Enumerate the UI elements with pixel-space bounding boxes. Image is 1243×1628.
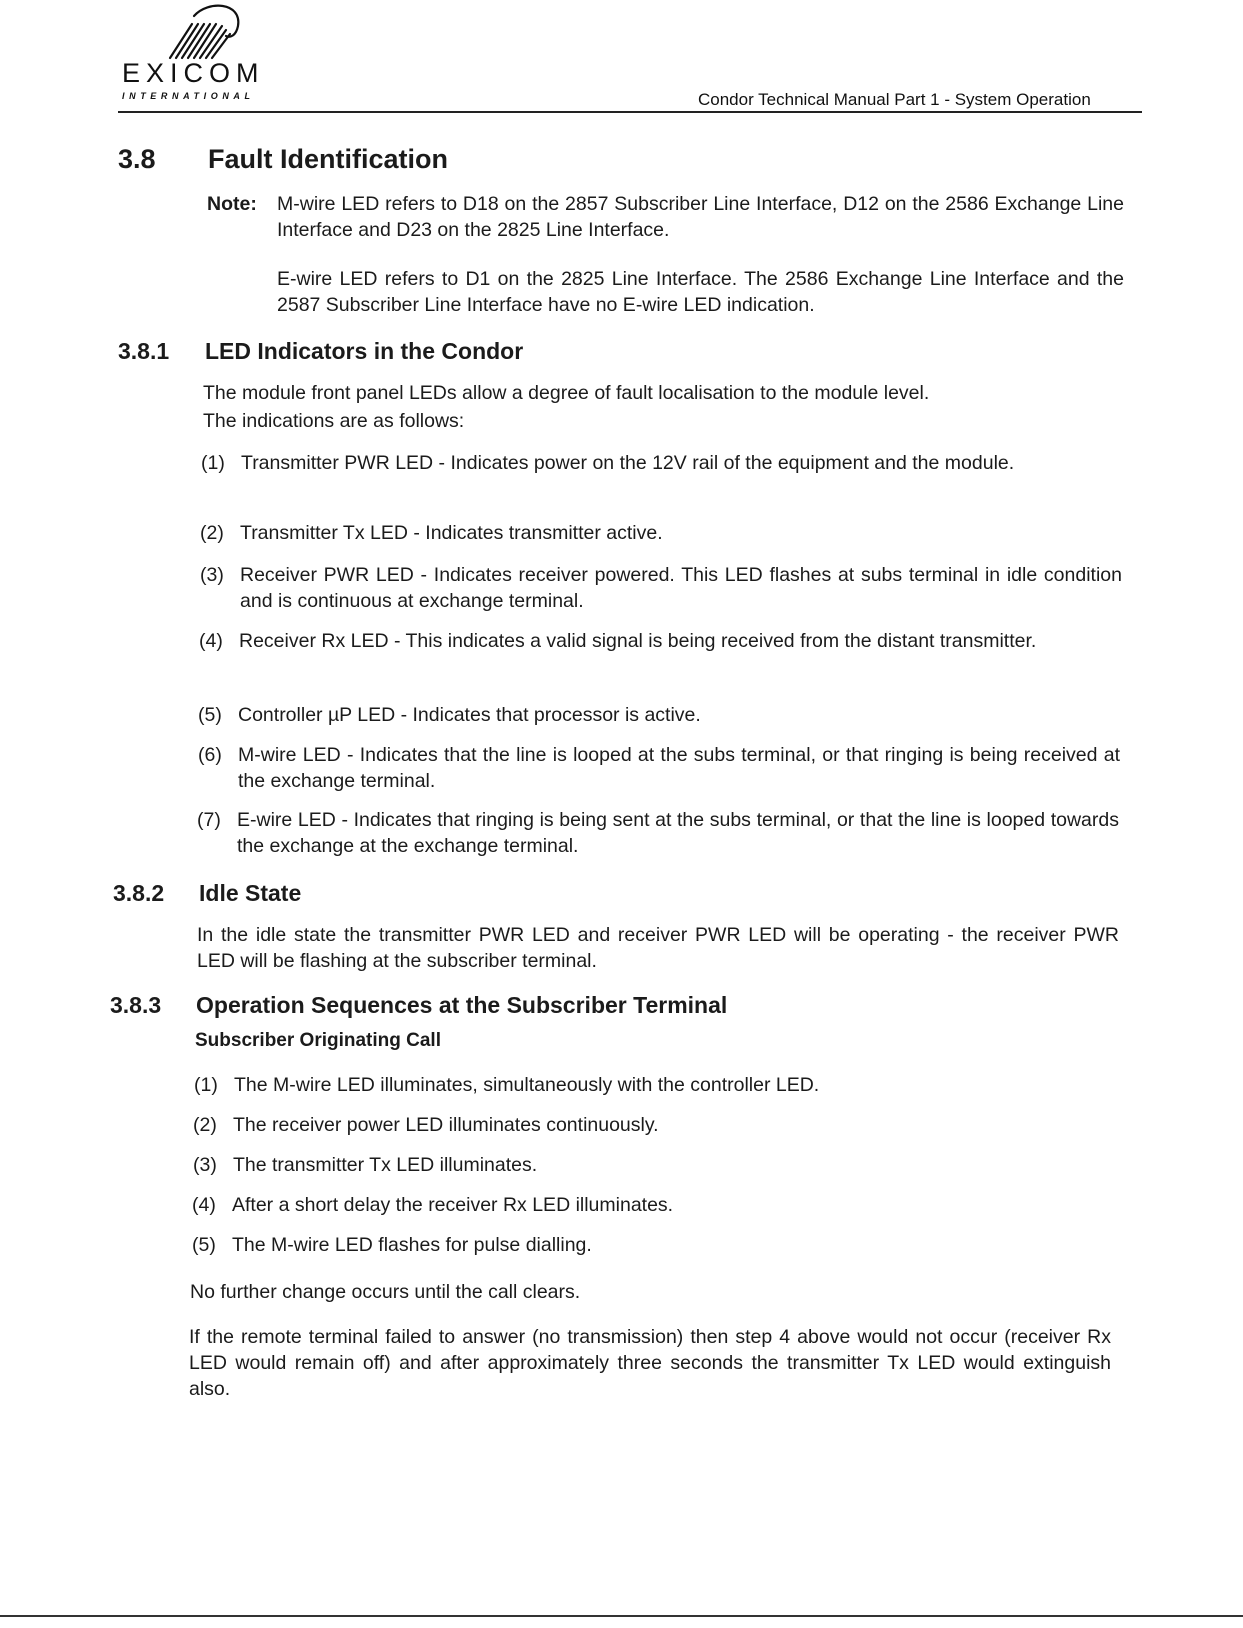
list-number: (3) — [200, 564, 224, 586]
intro-text: The indications are as follows: — [203, 410, 465, 432]
footer-divider — [0, 1615, 1243, 1617]
list-text: The M-wire LED illuminates, simultaneously with the controller LED. — [234, 1074, 820, 1096]
subsection-subtitle: Subscriber Originating Call — [195, 1030, 441, 1051]
list-text: E-wire LED - Indicates that ringing is being sent at the subs terminal, or that the line is looped towards the exchange at the exchange terminal. — [237, 809, 1119, 857]
list-text: The receiver power LED illuminates continuously. — [233, 1114, 659, 1136]
section-title: Fault Identification — [208, 144, 448, 174]
closing-paragraph: If the remote terminal failed to answer (no transmission) then step 4 above would not occur (receiver Rx LED would remain off) and after approximately three seconds the transmitter Tx LED would extinguish also. — [189, 1326, 1111, 1400]
subsection-number: 3.8.3 — [110, 992, 162, 1018]
brand-name: EXICOM — [122, 58, 265, 88]
list-text: Receiver Rx LED - This indicates a valid signal is being received from the distant transmitter. — [239, 630, 1037, 652]
manual-title: Condor Technical Manual Part 1 - System Operation — [698, 90, 1091, 109]
list-text: M-wire LED - Indicates that the line is looped at the subs terminal, or that ringing is being received at the exchange terminal. — [238, 744, 1120, 792]
header-divider — [118, 111, 1142, 113]
subsection-title: Idle State — [199, 880, 302, 906]
list-item — [193, 1112, 1113, 1138]
idle-state-text: In the idle state the transmitter PWR LED and receiver PWR LED will be operating - the receiver PWR LED will be flashing at the subscriber terminal. — [197, 924, 1119, 972]
subsection-title: Operation Sequences at the Subscriber Terminal — [196, 992, 728, 1018]
list-text: Transmitter Tx LED - Indicates transmitter active. — [240, 522, 663, 544]
brand-subtitle: INTERNATIONAL — [122, 91, 255, 101]
list-number: (1) — [194, 1074, 218, 1096]
list-item — [192, 1192, 1112, 1218]
subsection-number: 3.8.1 — [118, 338, 170, 364]
subsection-number: 3.8.2 — [113, 880, 165, 906]
intro-text: The module front panel LEDs allow a degree of fault localisation to the module level. — [203, 382, 930, 404]
list-text: Transmitter PWR LED - Indicates power on the 12V rail of the equipment and the module. — [241, 452, 1015, 474]
list-text: The M-wire LED flashes for pulse dialling. — [232, 1234, 592, 1256]
list-item — [198, 702, 1120, 728]
list-number: (4) — [192, 1194, 216, 1216]
list-item — [197, 807, 1119, 859]
list-number: (3) — [193, 1154, 217, 1176]
note-paragraph-1: M-wire LED refers to D18 on the 2857 Subscriber Line Interface, D12 on the 2586 Exchange Line Interface and D23 on the 2825 Line Interface. — [277, 193, 1124, 241]
list-item — [199, 628, 1121, 654]
list-item — [193, 1152, 1113, 1178]
note-label: Note: — [207, 193, 257, 215]
list-number: (1) — [201, 452, 225, 474]
list-number: (2) — [200, 522, 224, 544]
list-number: (5) — [198, 704, 222, 726]
list-item — [201, 450, 1122, 476]
note-paragraph-2: E-wire LED refers to D1 on the 2825 Line Interface. The 2586 Exchange Line Interface and the 2587 Subscriber Line Interface have no E-wire LED indication. — [277, 268, 1124, 316]
list-item — [192, 1232, 1112, 1258]
list-number: (6) — [198, 744, 222, 766]
closing-text: No further change occurs until the call clears. — [190, 1281, 581, 1303]
list-number: (2) — [193, 1114, 217, 1136]
list-text: Receiver PWR LED - Indicates receiver powered. This LED flashes at subs terminal in idle condition and is continuous at exchange terminal. — [240, 564, 1122, 612]
list-number: (5) — [192, 1234, 216, 1256]
list-text: After a short delay the receiver Rx LED illuminates. — [232, 1194, 674, 1216]
list-item — [194, 1072, 1114, 1098]
list-text: Controller µP LED - Indicates that processor is active. — [238, 704, 701, 726]
list-item — [198, 742, 1120, 794]
section-number: 3.8 — [118, 144, 156, 174]
list-number: (4) — [199, 630, 223, 652]
list-text: The transmitter Tx LED illuminates. — [233, 1154, 538, 1176]
list-item — [200, 520, 1122, 546]
list-item — [200, 562, 1122, 614]
subsection-title: LED Indicators in the Condor — [205, 338, 524, 364]
list-number: (7) — [197, 809, 221, 831]
